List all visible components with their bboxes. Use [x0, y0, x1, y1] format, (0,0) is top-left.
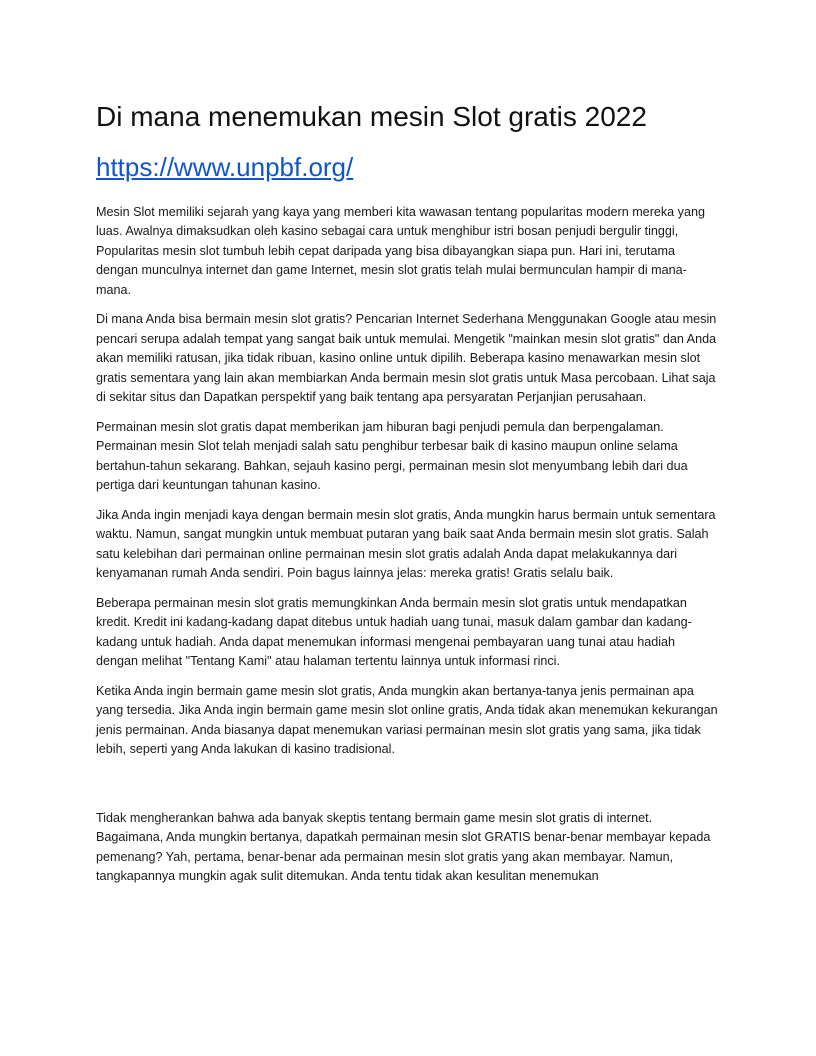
paragraph: Permainan mesin slot gratis dapat memberikan jam hiburan bagi penjudi pemula dan berpengalaman. Permainan mesin Slot telah menjadi salah satu penghibur terbesar baik di kasino maupun online selama bertahun-tahun sekarang. Bahkan, sejauh kasino pergi, permainan mesin slot menyumbang lebih dari dua pertiga dari keuntungan tahunan kasino.: [96, 419, 688, 493]
paragraph: Tidak mengherankan bahwa ada banyak skeptis tentang bermain game mesin slot gratis di internet. Bagaimana, Anda mungkin bertanya, dapatkah permainan mesin slot GRATIS benar-benar membayar kepada pemenang? Yah, pertama, benar-benar ada permainan mesin slot gratis yang akan membayar. Namun, tangkapannya mungkin agak sulit ditemukan. Anda tentu tidak akan kesulitan menemukan: [96, 810, 711, 884]
paragraph: Ketika Anda ingin bermain game mesin slot gratis, Anda mungkin akan bertanya-tanya jenis permainan apa yang tersedia. Jika Anda ingin bermain game mesin slot online gratis, Anda tidak akan menemukan kekurangan jenis permainan. Anda biasanya dapat menemukan variasi permainan mesin slot gratis yang sama, jika tidak lebih, seperti yang Anda lakukan di kasino tradisional.: [96, 683, 718, 757]
paragraph: Di mana Anda bisa bermain mesin slot gratis? Pencarian Internet Sederhana Menggunakan Google atau mesin pencari serupa adalah tempat yang sangat baik untuk memulai. Mengetik "mainkan mesin slot gratis" dan Anda akan memiliki ratusan, jika tidak ribuan, kasino online untuk dipilih. Beberapa kasino menawarkan mesin slot gratis sementara yang lain akan membiarkan Anda bermain mesin slot gratis untuk Masa percobaan. Lihat saja di sekitar situs dan Dapatkan perspektif yang baik tentang apa persyaratan Perjanjian perusahaan.: [96, 312, 717, 405]
blank-line: [96, 770, 720, 809]
document-body: [96, 203, 720, 897]
document-title: Di mana menemukan mesin Slot gratis 2022: [96, 101, 647, 132]
paragraph: Mesin Slot memiliki sejarah yang kaya yang memberi kita wawasan tentang popularitas modern mereka yang luas. Awalnya dimaksudkan oleh kasino sebagai cara untuk menghibur istri bosan penjudi bergulir tinggi, Popularitas mesin slot tumbuh lebih cepat daripada yang bisa dibayangkan siapa pun. Hari ini, terutama dengan munculnya internet dan game Internet, mesin slot gratis telah mulai bermunculan hampir di mana-mana.: [96, 205, 705, 297]
website-link[interactable]: https://www.unpbf.org/: [96, 152, 354, 182]
paragraph: Beberapa permainan mesin slot gratis memungkinkan Anda bermain mesin slot gratis untuk mendapatkan kredit. Kredit ini kadang-kadang dapat ditebus untuk hadiah uang tunai, masuk dalam gambar dan kadang-kadang untuk hadiah. Anda dapat menemukan informasi mengenai pembayaran uang tunai atau hadiah dengan melihat "Tentang Kami" atau halaman tertentu lainnya untuk informasi rinci.: [96, 595, 692, 669]
paragraph: Jika Anda ingin menjadi kaya dengan bermain mesin slot gratis, Anda mungkin harus bermain untuk sementara waktu. Namun, sangat mungkin untuk membuat putaran yang baik saat Anda bermain mesin slot gratis. Salah satu kelebihan dari permainan online permainan mesin slot gratis adalah Anda dapat melakukannya dari kenyamanan rumah Anda sendiri. Poin bagus lainnya jelas: mereka gratis! Gratis selalu baik.: [96, 507, 716, 581]
